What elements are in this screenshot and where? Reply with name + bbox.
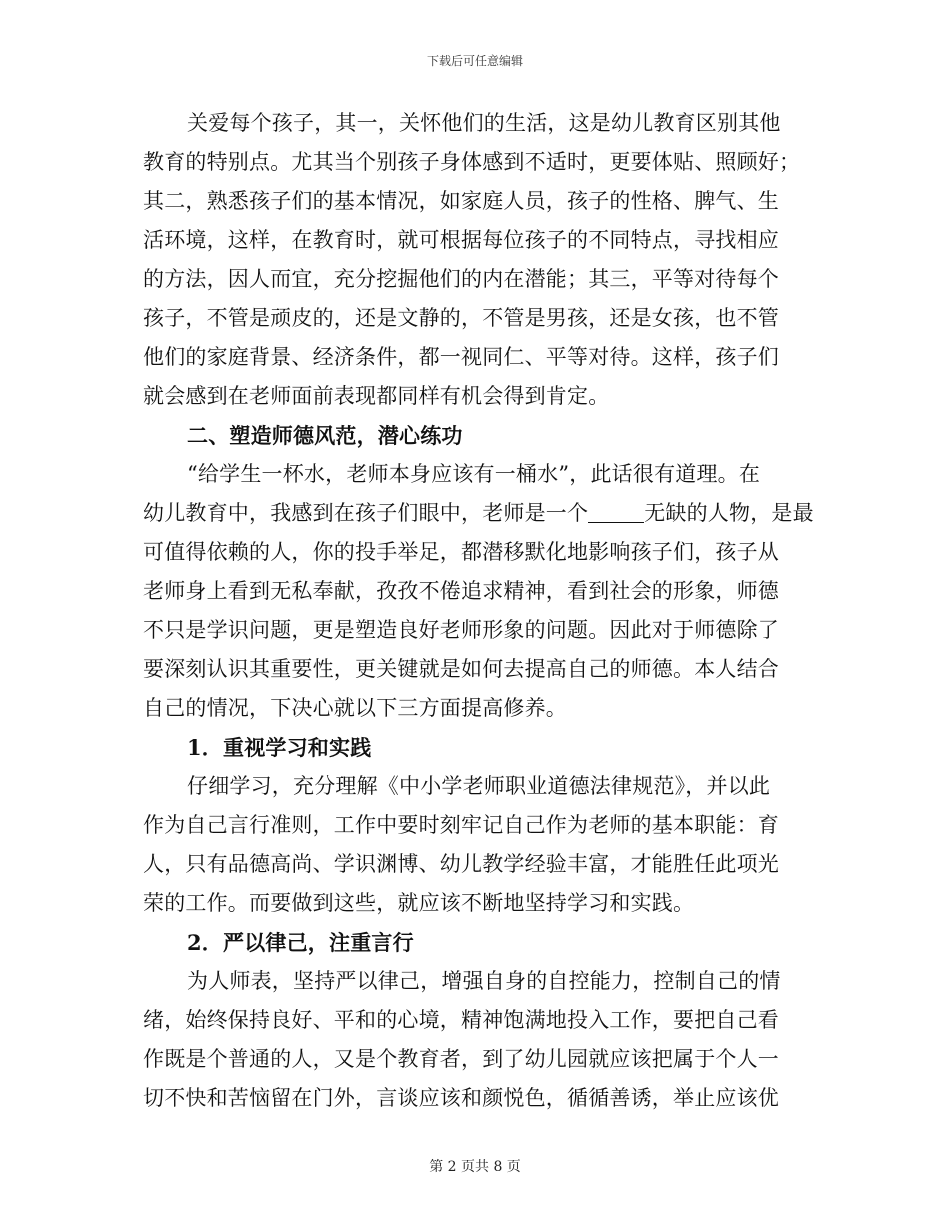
paragraph-line: 荣的工作。而要做到这些，就应该不断地坚持学习和实践。 <box>143 891 695 915</box>
paragraph-line: 切不快和苦恼留在门外，言谈应该和颜悦色，循循善诱，举止应该优 <box>143 1086 779 1110</box>
section-heading: 1．重视学习和实践 <box>187 735 372 760</box>
paragraph-line: 可值得依赖的人，你的投手举足，都潜移默化地影响孩子们，孩子从 <box>143 540 779 564</box>
paragraph-line: 不只是学识问题，更是塑造良好老师形象的问题。因此对于师德除了 <box>143 618 779 642</box>
document-body <box>143 104 814 1118</box>
paragraph-line: “给学生一杯水，老师本身应该有一桶水”，此话很有道理。在 <box>187 462 761 486</box>
paragraph-line: 就会感到在老师面前表现都同样有机会得到肯定。 <box>143 384 610 408</box>
paragraph-line: 作为自己言行准则，工作中要时刻牢记自己作为老师的基本职能：育 <box>143 813 779 837</box>
paragraph-line: 绪，始终保持良好、平和的心境，精神饱满地投入工作，要把自己看 <box>143 1008 779 1032</box>
paragraph-line: 他们的家庭背景、经济条件，都一视同仁、平等对待。这样，孩子们 <box>143 345 779 369</box>
text-segment: 无缺的人物，是最 <box>644 501 814 525</box>
paragraph-line: 其二，熟悉孩子们的基本情况，如家庭人员，孩子的性格、脾气、生 <box>143 189 779 213</box>
page-header-note: 下载后可任意编辑 <box>426 54 523 68</box>
paragraph-line <box>143 494 814 533</box>
paragraph-line: 关爱每个孩子，其一，关怀他们的生活，这是幼儿教育区别其他 <box>187 111 781 135</box>
paragraph-line: 自己的情况，下决心就以下三方面提高修养。 <box>143 696 567 720</box>
paragraph-line: 教育的特别点。尤其当个别孩子身体感到不适时，更要体贴、照顾好； <box>143 150 801 174</box>
paragraph-line: 作既是个普通的人，又是个教育者，到了幼儿园就应该把属于个人一 <box>143 1047 779 1071</box>
paragraph-line: 老师身上看到无私奉献，孜孜不倦追求精神，看到社会的形象，师德 <box>143 579 779 603</box>
page-number-footer: 第 2 页共 8 页 <box>429 1159 521 1175</box>
fill-in-blank <box>588 502 644 523</box>
section-heading: 2．严以律己，注重言行 <box>187 930 414 955</box>
paragraph-line: 人，只有品德高尚、学识渊博、幼儿教学经验丰富，才能胜任此项光 <box>143 852 779 876</box>
paragraph-line: 要深刻认识其重要性，更关键就是如何去提高自己的师德。本人结合 <box>143 657 779 681</box>
section-heading: 二、塑造师德风范，潜心练功 <box>187 423 463 448</box>
paragraph-line: 的方法，因人而宜，充分挖掘他们的内在潜能；其三，平等对待每个 <box>143 267 779 291</box>
paragraph-line: 孩子，不管是顽皮的，还是文静的，不管是男孩，还是女孩，也不管 <box>143 306 779 330</box>
paragraph-line: 仔细学习，充分理解《中小学老师职业道德法律规范》，并以此 <box>187 774 771 798</box>
paragraph-line: 活环境，这样，在教育时，就可根据每位孩子的不同特点，寻找相应 <box>143 228 779 252</box>
paragraph-line: 为人师表，坚持严以律己，增强自身的自控能力，控制自己的情 <box>187 969 781 993</box>
text-segment: 幼儿教育中，我感到在孩子们眼中，老师是一个 <box>143 501 589 525</box>
